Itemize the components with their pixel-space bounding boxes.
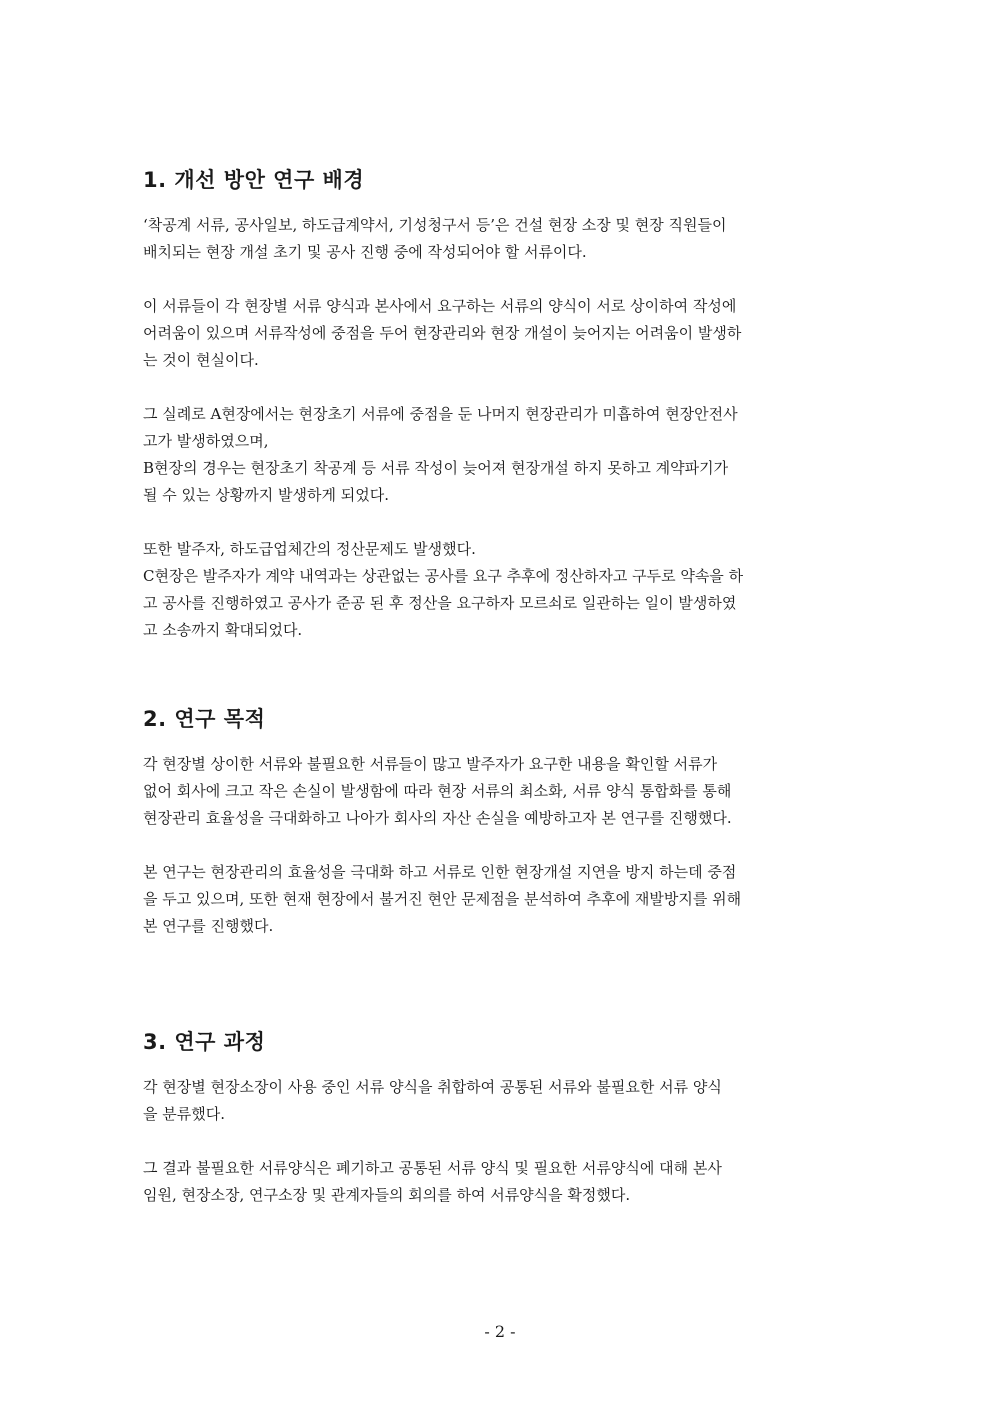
paragraph: 이 서류들이 각 현장별 서류 양식과 본사에서 요구하는 서류의 양식이 서로 상이하여 작성에 어려움이 있으며 서류작성에 중점을 두어 현장관리와 현장 개설이 늦어지는 어려움이 발생하 는 것이 현실이다. [143,297,742,369]
paragraph: 본 연구는 현장관리의 효율성을 극대화 하고 서류로 인한 현장개설 지연을 방지 하는데 중점 을 두고 있으며, 또한 현재 현장에서 불거진 현안 문제점을 분석하여 추후에 재발방지를 위해 본 연구를 진행했다. [143,863,742,935]
section-background [143,164,859,644]
paragraph: 각 현장별 상이한 서류와 불필요한 서류들이 많고 발주자가 요구한 내용을 확인할 서류가 없어 회사에 크고 작은 손실이 발생함에 따라 현장 서류의 최소화, 서류 양식 통합화를 통해 현장관리 효율성을 극대화하고 나아가 회사의 자산 손실을 예방하고자 본 연구를 진행했다. [143,755,732,827]
paragraph: C현장은 발주자가 계약 내역과는 상관없는 공사를 요구 추후에 정산하자고 구두로 약속을 하 고 공사를 진행하였고 공사가 준공 된 후 정산을 요구하자 모르쇠로 일관하는 일이 발생하였 고 소송까지 확대되었다. [143,567,744,639]
section-purpose [143,703,859,940]
paragraph: ‘착공계 서류, 공사일보, 하도급계약서, 기성청구서 등’은 건설 현장 소장 및 현장 직원들이 배치되는 현장 개설 초기 및 공사 진행 중에 작성되어야 할 서류이다. [143,216,727,261]
section-heading: 3. 연구 과정 [143,1030,266,1054]
paragraph: 또한 발주자, 하도급업체간의 정산문제도 발생했다. [143,540,476,558]
paragraph: B현장의 경우는 현장초기 착공계 등 서류 작성이 늦어져 현장개설 하지 못하고 계약파기가 될 수 있는 상황까지 발생하게 되었다. [143,459,729,504]
section-process [143,1026,859,1209]
paragraph: 그 결과 불필요한 서류양식은 폐기하고 공통된 서류 양식 및 필요한 서류양식에 대해 본사 임원, 현장소장, 연구소장 및 관계자들의 회의를 하여 서류양식을 확정했다. [143,1159,722,1204]
section-heading: 2. 연구 목적 [143,707,266,731]
page-number: - 2 - [484,1322,516,1341]
section-heading: 1. 개선 방안 연구 배경 [143,168,365,192]
paragraph: 그 실례로 A현장에서는 현장초기 서류에 중점을 둔 나머지 현장관리가 미흡하여 현장안전사 고가 발생하였으며, [143,405,738,450]
paragraph: 각 현장별 현장소장이 사용 중인 서류 양식을 취합하여 공통된 서류와 불필요한 서류 양식 을 분류했다. [143,1078,722,1123]
